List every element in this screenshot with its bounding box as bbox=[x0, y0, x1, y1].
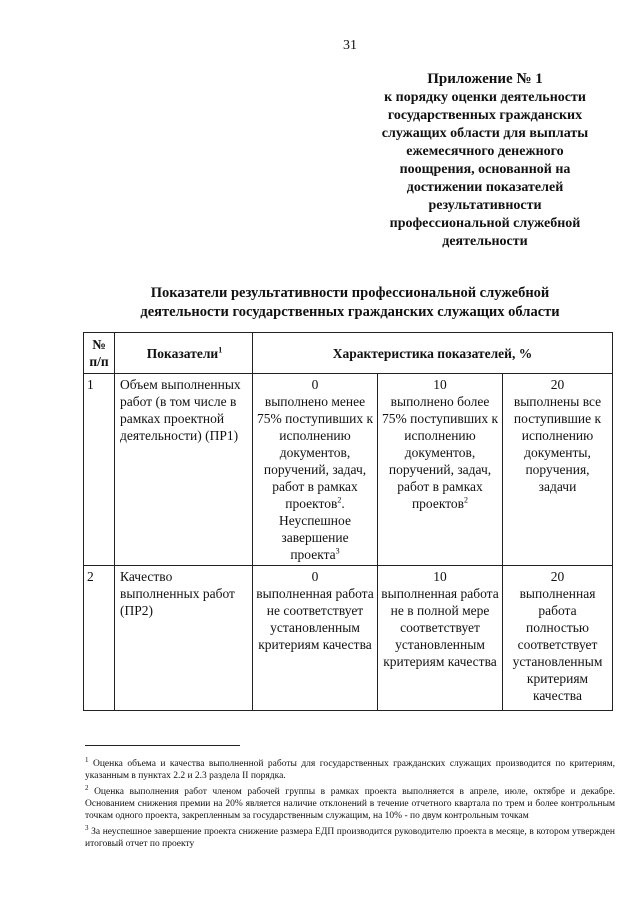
page-number: 31 bbox=[343, 38, 357, 53]
appendix-line: служащих области для выплаты bbox=[381, 126, 589, 141]
appendix-block bbox=[360, 70, 610, 251]
footnote-divider bbox=[85, 745, 240, 746]
appendix-line: профессиональной служебной bbox=[389, 216, 581, 231]
cell-value-20 bbox=[503, 374, 613, 566]
table-row bbox=[84, 566, 613, 711]
appendix-line: деятельности bbox=[442, 234, 528, 249]
cell-score: 0 bbox=[311, 377, 319, 392]
appendix-line: результативности bbox=[428, 198, 542, 213]
appendix-line: достижении показателей bbox=[406, 180, 564, 195]
footnote-ref: 2 bbox=[337, 495, 342, 505]
header-indicators bbox=[115, 333, 253, 374]
title-line: Показатели результативности профессиональной служебной bbox=[150, 285, 550, 301]
row-num: 1 bbox=[84, 374, 115, 566]
footnote-text: За неуспешное завершение проекта снижение размера ЕДП производится руководителю проекта в месяце, в котором утвержден итоговый отчет по проекту bbox=[85, 827, 615, 850]
cell-score: 20 bbox=[550, 569, 565, 584]
indicators-table bbox=[83, 332, 613, 711]
footnote-ref: 2 bbox=[464, 495, 469, 505]
table-row bbox=[84, 374, 613, 566]
footnotes bbox=[85, 754, 615, 850]
table-header-row bbox=[84, 333, 613, 374]
row-num: 2 bbox=[84, 566, 115, 711]
footnote-mark: 3 bbox=[85, 824, 89, 833]
appendix-heading: Приложение № 1 bbox=[427, 71, 543, 87]
cell-score: 10 bbox=[433, 377, 447, 392]
cell-text: выполнено более 75% поступивших к исполнению документов, поручений, задач, работ в рамках проектов bbox=[381, 394, 499, 511]
cell-text: выполнены все поступившие к исполнению документы, поручения, задачи bbox=[513, 394, 602, 494]
title-line: деятельности государственных гражданских служащих области bbox=[140, 304, 560, 320]
cell-value-20 bbox=[503, 566, 613, 711]
appendix-line: ежемесячного денежного bbox=[406, 144, 564, 159]
cell-value-0 bbox=[253, 566, 378, 711]
cell-text-after: . Неуспешное завершение проекта bbox=[279, 496, 351, 562]
cell-text: выполненная работа не соответствует установленным критериям качества bbox=[256, 586, 374, 652]
footnote-mark: 1 bbox=[85, 756, 89, 764]
cell-text: выполнено менее 75% поступивших к исполнению документов, поручений, задач, работ в рамках проектов bbox=[256, 394, 374, 511]
footnote-ref: 1 bbox=[218, 345, 223, 354]
appendix-line: поощрения, основанной на bbox=[399, 162, 571, 177]
footnote bbox=[85, 754, 615, 782]
footnote bbox=[85, 782, 615, 822]
cell-score: 20 bbox=[550, 377, 565, 392]
cell-score: 10 bbox=[433, 569, 447, 584]
cell-text: выполненная работа не в полной мере соответствует установленным критериям качества bbox=[381, 586, 499, 669]
row-indicator: Объем выполненных работ (в том числе в рамках проектной деятельности) (ПР1) bbox=[115, 374, 253, 566]
footnote-text: Оценка объема и качества выполненной работы для государственных гражданских служащих производится по критериям, указанным в пунктах 2.2 и 2.3 раздела II порядка. bbox=[85, 759, 615, 782]
appendix-line: государственных гражданских bbox=[387, 108, 583, 123]
header-indicators-label: Показатели bbox=[146, 345, 219, 361]
cell-text: выполненная работа полностью соответствует установленным критериям качества bbox=[512, 586, 603, 703]
cell-value-10 bbox=[378, 374, 503, 566]
footnote bbox=[85, 822, 615, 850]
document-title bbox=[60, 284, 640, 322]
header-num-line1: № bbox=[92, 337, 106, 352]
footnote-text: Оценка выполнения работ членом рабочей группы в рамках проекта выполняется в апреле, июле, октябре и декабре. Основанием снижения премии на 20% является наличие отклонений в течение отчетного квартала по трем и более контрольным точкам одного проекта, закрепленным за государственным служащим, на 10% - по двум контрольным точкам bbox=[85, 787, 616, 822]
cell-score: 0 bbox=[311, 569, 319, 584]
footnote-ref: 3 bbox=[335, 546, 340, 556]
header-num-line2: п/п bbox=[89, 354, 109, 369]
cell-value-0 bbox=[253, 374, 378, 566]
appendix-line: к порядку оценки деятельности bbox=[384, 90, 586, 105]
header-num bbox=[84, 333, 115, 374]
row-indicator: Качество выполненных работ (ПР2) bbox=[115, 566, 253, 711]
cell-value-10 bbox=[378, 566, 503, 711]
header-characteristics: Характеристика показателей, % bbox=[253, 333, 613, 374]
footnote-mark: 2 bbox=[85, 784, 89, 793]
